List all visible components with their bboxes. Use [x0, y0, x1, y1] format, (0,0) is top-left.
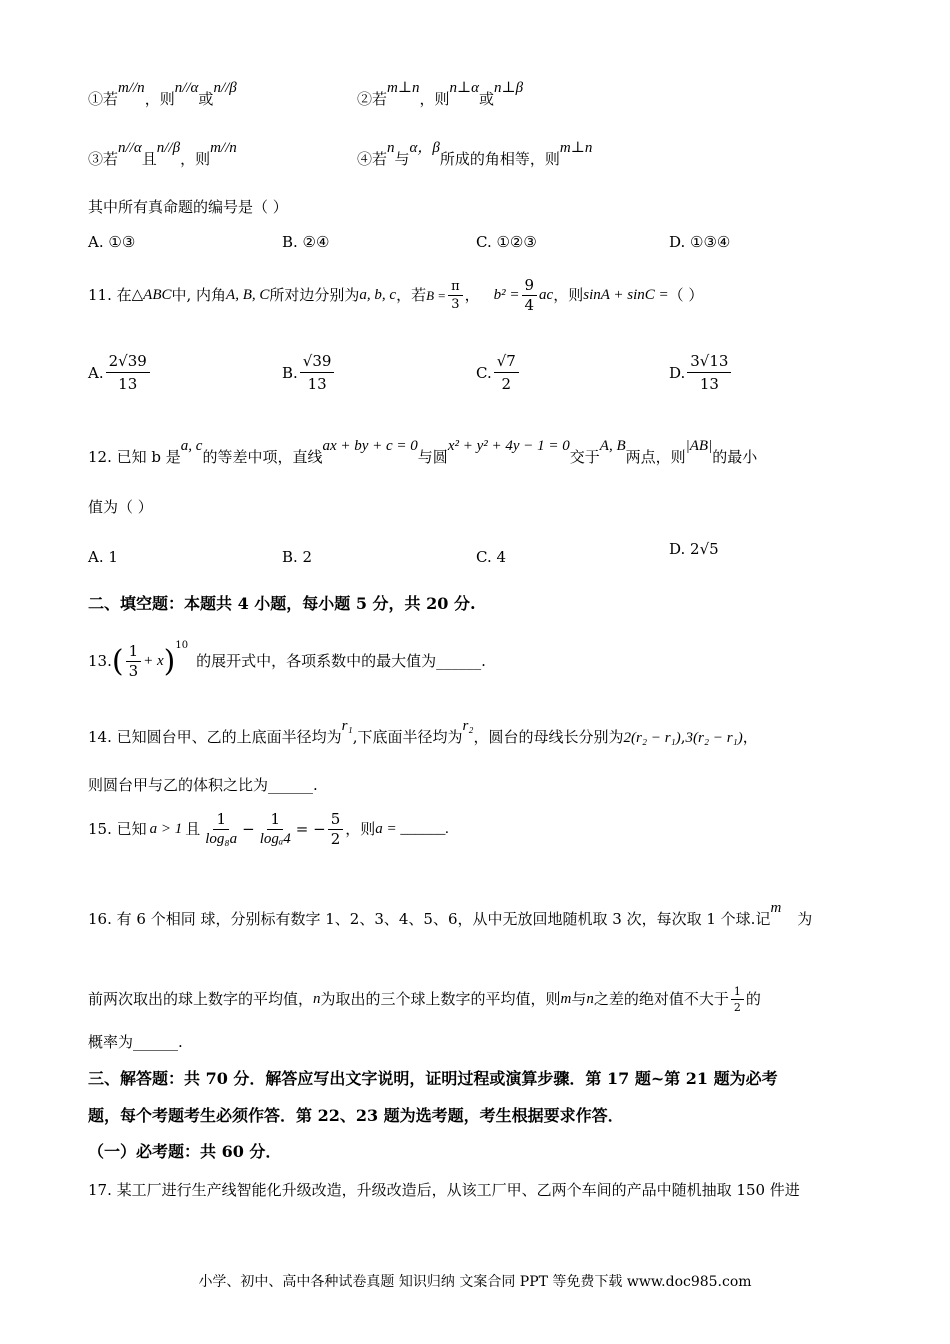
q10-question: 其中所有真命题的编号是（ ）	[88, 198, 288, 216]
prop-1: ①若m//n，则n//α或n//β	[88, 80, 237, 108]
q12-option-a: A. 1	[88, 548, 118, 566]
q10-option-c: C. ①②③	[476, 233, 537, 251]
q12-option-d: D. 2√5	[669, 540, 719, 558]
q12-option-c: C. 4	[476, 548, 507, 566]
q10-option-a: A. ①③	[88, 233, 136, 251]
q16-line-2: 前两次取出的球上数字的平均值， n 为取出的三个球上数字的平均值，则 m 与 n 之差的绝对值不大于 $\frac{1}{2}$ 的	[88, 985, 761, 1014]
q11-option-a: A. $\frac{2√39}{13}$	[88, 352, 152, 393]
section-2-heading: 二、填空题：本题共 4 小题，每小题 5 分，共 20 分.	[88, 594, 476, 613]
prop-3: ③若n//α且n//β，则m//n	[88, 140, 237, 168]
q11-option-c: C. $\frac{√7}{2}$	[476, 352, 521, 393]
q16-line-1: 16. 有 6 个相同 球，分别标有数字 1、2、3、4、5、6，从中无放回地随机取 3 次，每次取 1 个球.记m为	[88, 900, 813, 928]
q12-option-b: B. 2	[282, 548, 313, 566]
q11-option-b: B. $\frac{√39}{13}$	[282, 352, 336, 393]
section-3-subheading: （一）必考题：共 60 分．	[88, 1142, 282, 1161]
q10-option-b: B. ②④	[282, 233, 330, 251]
q11-stem: 11. 在 △ABC 中, 内角 A, B, C 所对边分别为 a, b, c ，若 B = $\frac{\pi}{3}$ ， b² = $\frac{9}{4}$ ac ，则 sinA + sinC = （ ）	[88, 276, 704, 314]
q15: 15. 已知 a > 1 且 $\frac{1}{\text{log₈a}}$ − $\frac{1}{\text{logₐ4}}$ = − $\frac{5}{2}$ ，则 a = ______.	[88, 810, 450, 848]
q14-stem: 14. 已知圆台甲、乙的上底面半径均为r₁,下底面半径均为r₂，圆台的母线长分别为2(r₂ − r₁),3(r₂ − r₁)，	[88, 718, 758, 746]
pi-over-3: $\frac{\pi}{3}$	[448, 280, 463, 311]
section-3-heading-line-2: 题，每个考题考生必须作答．第 22、23 题为选考题，考生根据要求作答．	[88, 1106, 624, 1125]
q12-stem-cont: 值为（ ）	[88, 498, 153, 516]
page-footer: 小学、初中、高中各种试卷真题 知识归纳 文案合同 PPT 等免费下载 www.doc985.com	[198, 1274, 752, 1290]
prop-2: ②若m⊥n，则n⊥α或n⊥β	[357, 80, 524, 108]
q11-option-d: D. $\frac{3√13}{13}$	[669, 352, 733, 393]
q17-stem: 17. 某工厂进行生产线智能化升级改造，升级改造后，从该工厂甲、乙两个车间的产品中随机抽取 150 件进	[88, 1181, 800, 1199]
nine-over-four: $\frac{9}{4}$	[522, 278, 538, 313]
q16-line-3: 概率为______.	[88, 1033, 183, 1051]
q14-stem-cont: 则圆台甲与乙的体积之比为______.	[88, 776, 318, 794]
q13: 13. ( $\frac{1}{3}$ + x ) 10 的展开式中，各项系数中的最大值为______.	[88, 639, 486, 680]
q10-option-d: D. ①③④	[669, 233, 731, 251]
section-3-heading-line-1: 三、解答题：共 70 分．解答应写出文字说明，证明过程或演算步骤．第 17 题~第 21 题为必考	[88, 1069, 778, 1088]
prop-4: ④若n与α，β所成的角相等，则m⊥n	[357, 140, 593, 168]
q12-stem: 12. 已知 b 是a, c的等差中项，直线ax + by + c = 0与圆x² + y² + 4y − 1 = 0交于A, B两点，则|AB|的最小	[88, 438, 758, 466]
